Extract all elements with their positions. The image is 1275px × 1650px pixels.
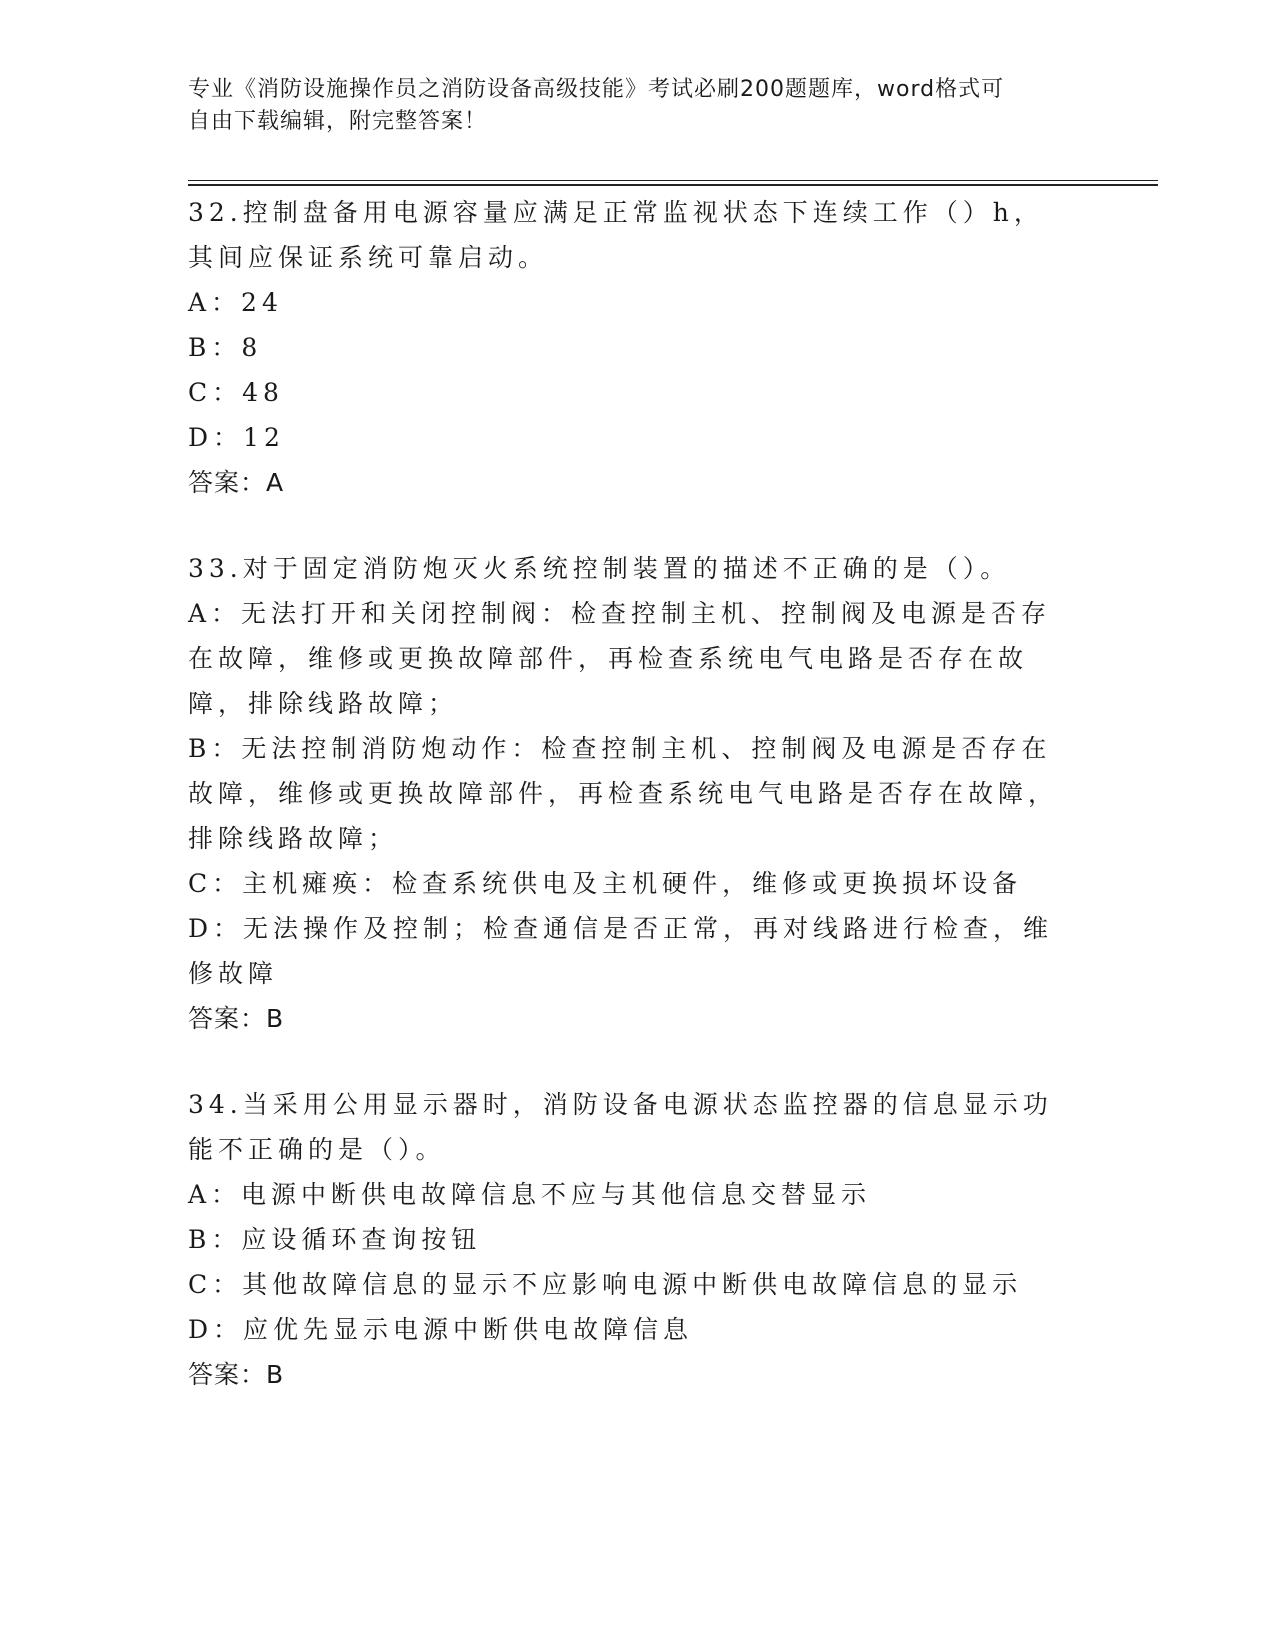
answer-line: 答案：B — [188, 1360, 285, 1389]
option-c: C：48 — [188, 378, 284, 407]
option-b: B：8 — [188, 333, 263, 362]
header-divider-thick — [188, 184, 1158, 186]
question-stem: 34.当采用公用显示器时，消防设备电源状态监控器的信息显示功能不正确的是（）。 — [188, 1090, 1053, 1164]
question-32 — [188, 190, 1068, 506]
question-stem: 33.对于固定消防炮灭火系统控制装置的描述不正确的是（）。 — [188, 554, 1011, 583]
option-c: C：其他故障信息的显示不应影响电源中断供电故障信息的显示 — [188, 1270, 1023, 1299]
option-c: C：主机瘫痪：检查系统供电及主机硬件，维修或更换损坏设备 — [188, 869, 1023, 898]
option-a: A：电源中断供电故障信息不应与其他信息交替显示 — [188, 1180, 872, 1209]
option-d: D：12 — [188, 423, 285, 452]
header-line-2: 自由下载编辑，附完整答案！ — [188, 109, 488, 134]
question-list — [188, 190, 1068, 1438]
option-a: A：无法打开和关闭控制阀：检查控制主机、控制阀及电源是否存在故障，维修或更换故障部件，再检查系统电气电路是否存在故障，排除线路故障； — [188, 599, 1052, 718]
option-d: D：应优先显示电源中断供电故障信息 — [188, 1315, 694, 1344]
question-stem: 32.控制盘备用电源容量应满足正常监视状态下连续工作（）h，其间应保证系统可靠启动。 — [188, 198, 1044, 272]
answer-line: 答案：A — [188, 468, 285, 497]
question-34 — [188, 1082, 1068, 1398]
document-header — [188, 74, 1068, 138]
option-a: A：24 — [188, 288, 283, 317]
answer-line: 答案：B — [188, 1004, 285, 1033]
option-b: B：无法控制消防炮动作：检查控制主机、控制阀及电源是否存在故障，维修或更换故障部件，再检查系统电气电路是否存在故障，排除线路故障； — [188, 734, 1059, 853]
option-b: B：应设循环查询按钮 — [188, 1225, 482, 1254]
header-line-1: 专业《消防设施操作员之消防设备高级技能》考试必刷200题题库，word格式可 — [188, 77, 1005, 102]
question-33 — [188, 546, 1068, 1042]
option-d: D：无法操作及控制；检查通信是否正常，再对线路进行检查，维修故障 — [188, 914, 1054, 988]
header-divider-thin — [188, 180, 1158, 181]
